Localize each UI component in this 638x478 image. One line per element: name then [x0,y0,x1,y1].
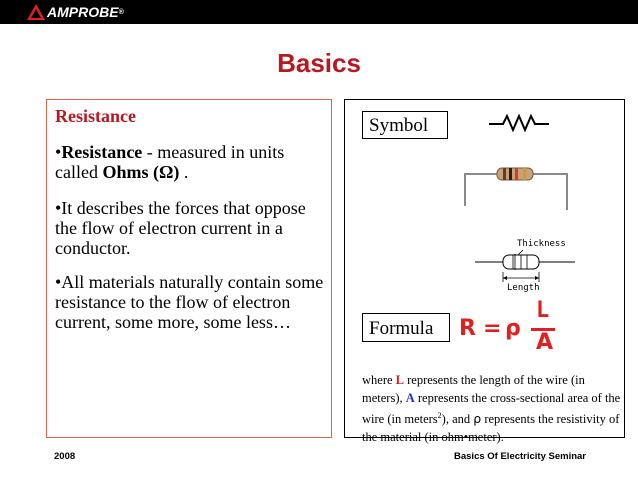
resistance-heading: Resistance [55,106,136,126]
symbol-label: Symbol [362,111,448,139]
bullet-forces: •It describes the forces that oppose the flow of electron current in a conductor. [55,198,306,258]
top-bar [0,0,638,24]
desc-text-4: ), and [441,412,474,427]
formula-description [362,371,624,446]
resistance-term: Resistance [61,142,143,162]
ohms-unit: Ohms (Ω) [102,162,180,182]
trademark: ® [118,8,124,16]
desc-rho: ρ [473,411,482,427]
length-label: Length [507,283,540,293]
bullet-resistance-units [55,142,331,182]
formula-r: R [459,316,476,341]
resistance-text-box [46,99,332,438]
amprobe-logo [27,3,124,21]
formula-label: Formula [362,313,450,342]
desc-sup: 2 [437,411,442,420]
bullet-text-end: . [179,162,189,182]
thickness-label: Thickness [517,239,566,249]
desc-A: A [405,391,415,405]
footer-year: 2008 [54,451,76,462]
resistor-diagram-box [344,99,625,445]
desc-text-1: where [362,373,396,387]
resistance-formula [459,298,569,358]
amprobe-triangle-icon [27,4,45,20]
brand-name: AMPROBE [47,4,119,20]
desc-text-2: represents the length of the wire (in meters), [362,373,585,405]
resistor-photo-icon [457,152,577,216]
page-title: Basics [277,48,361,78]
desc-text-5: represents the resistivity of the material (in ohm•meter). [362,412,620,445]
footer-seminar: Basics Of Electricity Seminar [454,451,587,462]
bullet-text: - measured in units called [55,142,285,182]
formula-numerator: L [536,298,550,323]
bullet-materials: •All materials naturally contain some resistance to the flow of electron current, some more, some less… [55,272,324,332]
formula-equals: = [483,316,502,341]
desc-L: L [395,373,405,387]
formula-denominator: A [536,330,554,355]
formula-rho: ρ [505,316,521,341]
resistor-symbol-icon [489,112,549,132]
desc-text-3: represents the cross-sectional area of the wire (in meters [362,391,621,427]
bullet-marker: • [55,142,62,162]
